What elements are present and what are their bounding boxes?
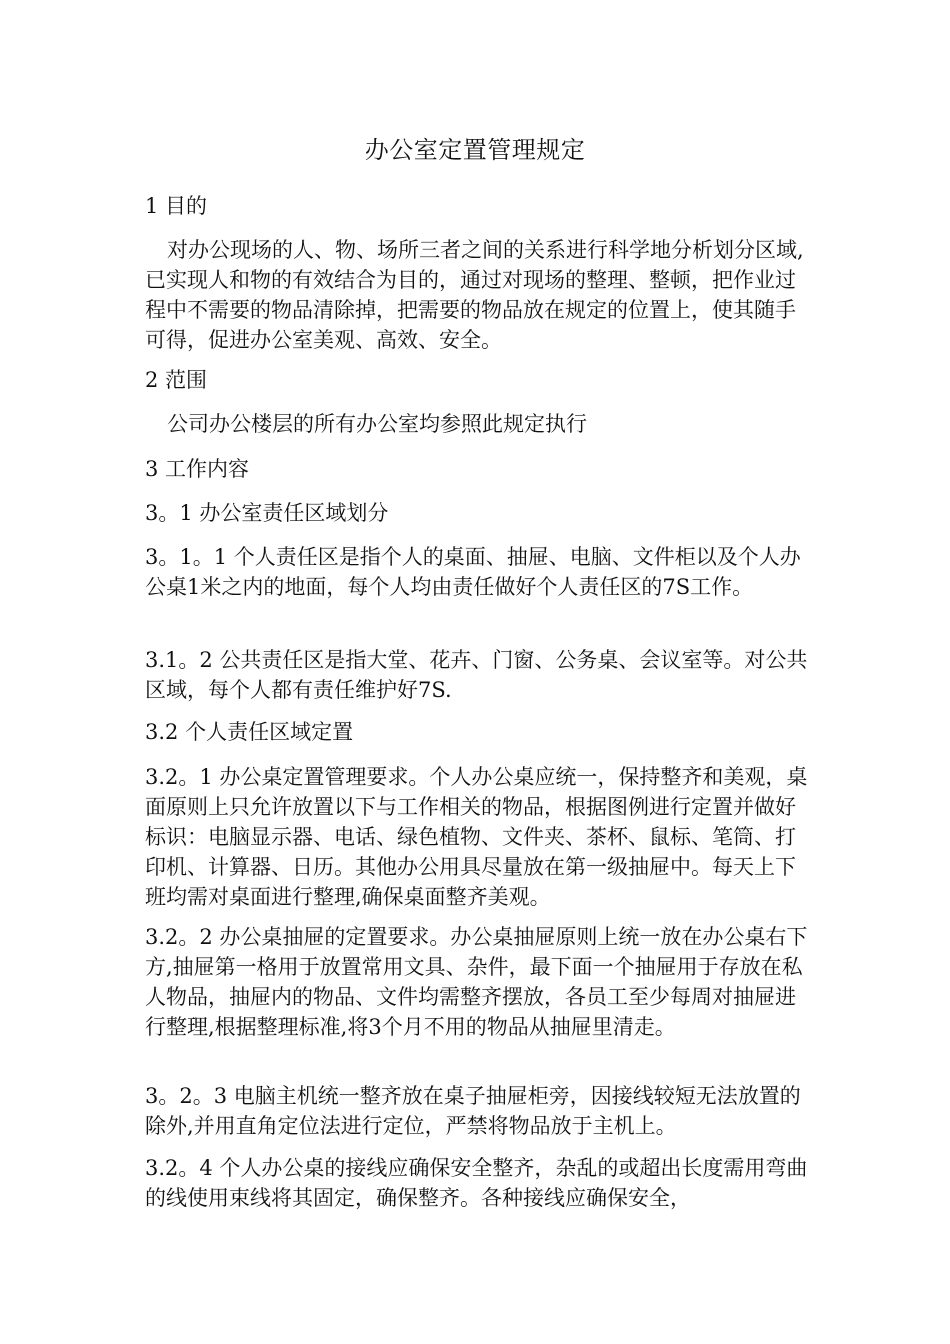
section-3-1-1: 3。1。1 个人责任区是指个人的桌面、抽屉、电脑、文件柜以及个人办公桌1米之内的地面，每个人均由责任做好个人责任区的7S工作。 xyxy=(145,545,801,599)
section-3-2-4: 3.2。4 个人办公桌的接线应确保安全整齐，杂乱的或超出长度需用弯曲的线使用束线将其固定，确保整齐。各种接线应确保安全， xyxy=(145,1156,808,1210)
section-3-heading: 3 工作内容 xyxy=(145,457,250,481)
section-3-2-2: 3.2。2 办公桌抽屉的定置要求。办公桌抽屉原则上统一放在办公桌右下方,抽屉第一格用于放置常用文具、杂件，最下面一个抽屉用于存放在私人物品，抽屉内的物品、文件均需整齐摆放，各员工至少每周对抽屉进行整理,根据整理标准,将3个月不用的物品从抽屉里清走。 xyxy=(145,925,808,1039)
section-2-body: 公司办公楼层的所有办公室均参照此规定执行 xyxy=(167,412,587,436)
section-1-body: 对办公现场的人、物、场所三者之间的关系进行科学地分析划分区域,已实现人和物的有效结合为目的，通过对现场的整理、整顿，把作业过程中不需要的物品清除掉，把需要的物品放在规定的位置上，使其随手可得，促进办公室美观、高效、安全。 xyxy=(145,238,804,352)
document-title: 办公室定置管理规定 xyxy=(364,136,586,164)
section-2-heading: 2 范围 xyxy=(145,368,208,392)
section-3-2-3: 3。2。3 电脑主机统一整齐放在桌子抽屉柜旁，因接线较短无法放置的除外,并用直角定位法进行定位，严禁将物品放于主机上。 xyxy=(145,1084,801,1138)
section-3-1-heading: 3。1 办公室责任区域划分 xyxy=(145,501,389,525)
section-3-1-2: 3.1。2 公共责任区是指大堂、花卉、门窗、公务桌、会议室等。对公共区域，每个人都有责任维护好7S. xyxy=(145,648,808,702)
section-3-2-1: 3.2。1 办公桌定置管理要求。个人办公桌应统一，保持整齐和美观，桌面原则上只允许放置以下与工作相关的物品，根据图例进行定置并做好标识：电脑显示器、电话、绿色植物、文件夹、茶杯、鼠标、笔筒、打印机、计算器、日历。其他办公用具尽量放在第一级抽屉中。每天上下班均需对桌面进行整理,确保桌面整齐美观。 xyxy=(145,765,808,909)
section-1-heading: 1 目的 xyxy=(145,194,208,218)
section-3-2-heading: 3.2 个人责任区域定置 xyxy=(145,720,354,744)
